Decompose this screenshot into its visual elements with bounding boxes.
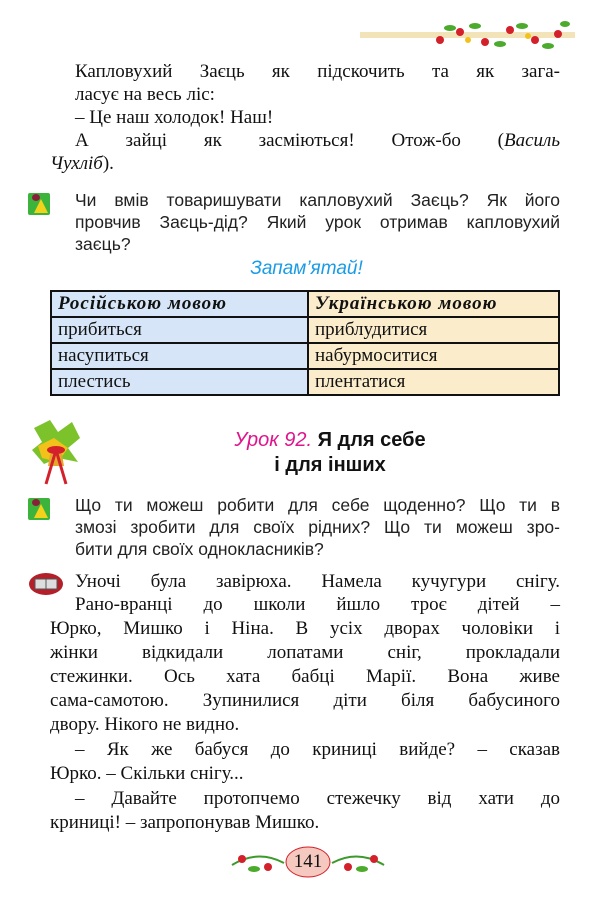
question-line: бити для своїх однокласників? [75, 539, 324, 559]
author-name: Василь [504, 130, 560, 151]
lesson-title: Я для себе [317, 429, 426, 451]
text-line: – Це наш холодок! Наш! [75, 107, 274, 128]
question-icon [28, 193, 50, 215]
story-line: – Як же бабуся до криниці вийде? – сказав [75, 739, 560, 760]
table-cell: плестись [51, 369, 308, 395]
text-line: ласує на весь ліс: [75, 84, 215, 105]
text-line: Капловухий Заєць як підскочить та як зага- [75, 61, 560, 82]
lesson-title: і для інших [274, 454, 386, 476]
story-line: Рано-вранці до школи йшло троє дітей – [75, 594, 560, 615]
bell-bouquet-icon [28, 418, 84, 488]
question-icon [28, 498, 50, 520]
story-line: Уночі була завірюха. Намела кучугури снігу. [75, 571, 560, 592]
table-row [51, 369, 559, 395]
story-line: двору. Нікого не видно. [50, 714, 240, 735]
table-cell: набурмоситися [308, 343, 559, 369]
text: ). [102, 153, 114, 174]
book-icon [28, 572, 64, 596]
question-line: заєць? [75, 234, 131, 254]
remember-title: Запам’ятай! [250, 258, 363, 279]
table-row [51, 343, 559, 369]
vocabulary-table [50, 290, 560, 396]
table-row [51, 317, 559, 343]
text: А зайці як засміються! Отож-бо ( [75, 130, 505, 151]
floral-ornament-top [360, 18, 575, 52]
table-cell: плентатися [308, 369, 559, 395]
lesson-number: Урок 92. [234, 429, 312, 451]
story-line: сама-самотою. Зупинилися діти біля бабусиного [50, 690, 560, 711]
question-line: Чи вмів товаришувати капловухий Заєць? Як його [75, 190, 560, 210]
table-cell: насупиться [51, 343, 308, 369]
story-line: Юрко. – Скільки снігу... [50, 763, 244, 784]
question-line: Що ти можеш робити для себе щоденно? Що ти в [75, 495, 560, 515]
story-line: Юрко, Мишко і Ніна. В усіх дворах чоловіки і [50, 618, 560, 639]
text-line [75, 129, 560, 152]
question-line: провчив Заєць-дід? Який урок отримав капловухий [75, 212, 560, 232]
story-line: криниці! – запропонував Мишко. [50, 812, 320, 833]
page-number: 141 [293, 851, 323, 872]
table-header: Російською мовою [51, 291, 308, 317]
question-line: змозі зробити для своїх рідних? Що ти можеш зро- [75, 517, 560, 537]
story-line: жінки відкидали лопатами сніг, прокладали [50, 642, 560, 663]
table-cell: прибиться [51, 317, 308, 343]
story-line: – Давайте протопчемо стежечку від хати до [75, 788, 560, 809]
author-surname: Чухліб [50, 153, 103, 174]
lesson-heading [90, 428, 570, 478]
table-cell: приблудитися [308, 317, 559, 343]
text-line [50, 152, 535, 175]
table-header: Українською мовою [308, 291, 559, 317]
story-line: стежинки. Ось хата бабці Марії. Вона живе [50, 666, 560, 687]
